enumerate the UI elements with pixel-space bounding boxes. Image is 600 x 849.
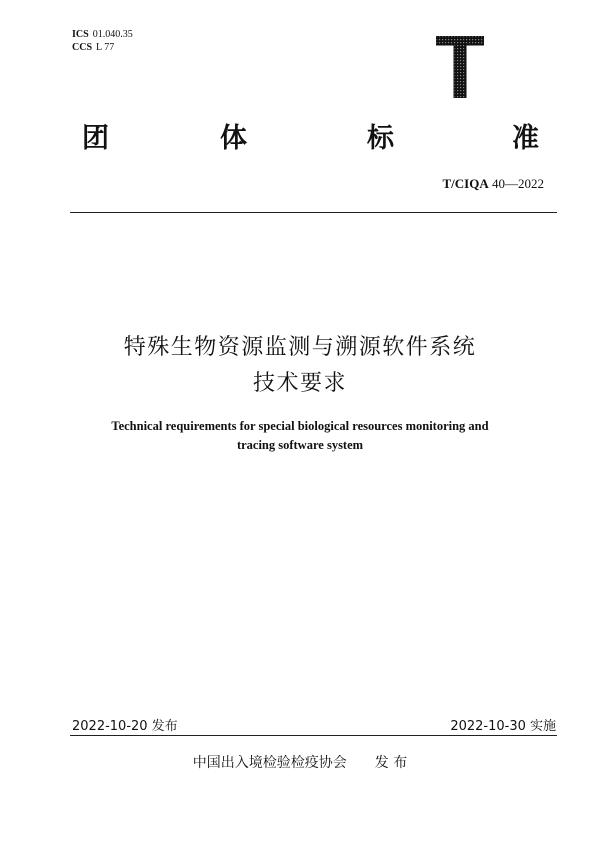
standard-number-value: 40—2022 bbox=[492, 176, 544, 191]
classification-codes bbox=[72, 28, 133, 54]
category-char-4: 准 bbox=[512, 123, 539, 154]
issuer-action: 发 布 bbox=[374, 755, 408, 771]
ics-code-line bbox=[72, 28, 133, 41]
publish-date: 2022-10-20 发布 bbox=[72, 719, 178, 734]
ics-code: 01.040.35 bbox=[92, 29, 133, 40]
category-char-1: 团 bbox=[82, 123, 109, 154]
bottom-divider bbox=[70, 735, 557, 736]
ccs-label: CCS bbox=[72, 42, 93, 53]
implement-date: 2022-10-30 实施 bbox=[450, 719, 556, 734]
standard-prefix: T/CIQA bbox=[442, 176, 489, 191]
title-en-line2: tracing software system bbox=[236, 438, 364, 452]
title-cn-line2: 技术要求 bbox=[252, 371, 347, 396]
title-en-line1: Technical requirements for special biological resources monitoring and bbox=[111, 419, 489, 433]
standard-logo-t-icon bbox=[436, 36, 484, 98]
issuer-line bbox=[0, 752, 600, 772]
top-divider bbox=[70, 212, 557, 213]
ccs-code-line bbox=[72, 41, 133, 54]
ccs-code: L 77 bbox=[96, 42, 115, 53]
issuer-name: 中国出入境检验检疫协会 bbox=[192, 755, 347, 771]
ics-label: ICS bbox=[72, 29, 89, 40]
category-char-2: 体 bbox=[220, 123, 247, 154]
category-char-3: 标 bbox=[367, 123, 394, 154]
standard-number bbox=[443, 176, 544, 192]
title-cn-line1: 特殊生物资源监测与溯源软件系统 bbox=[123, 335, 477, 360]
